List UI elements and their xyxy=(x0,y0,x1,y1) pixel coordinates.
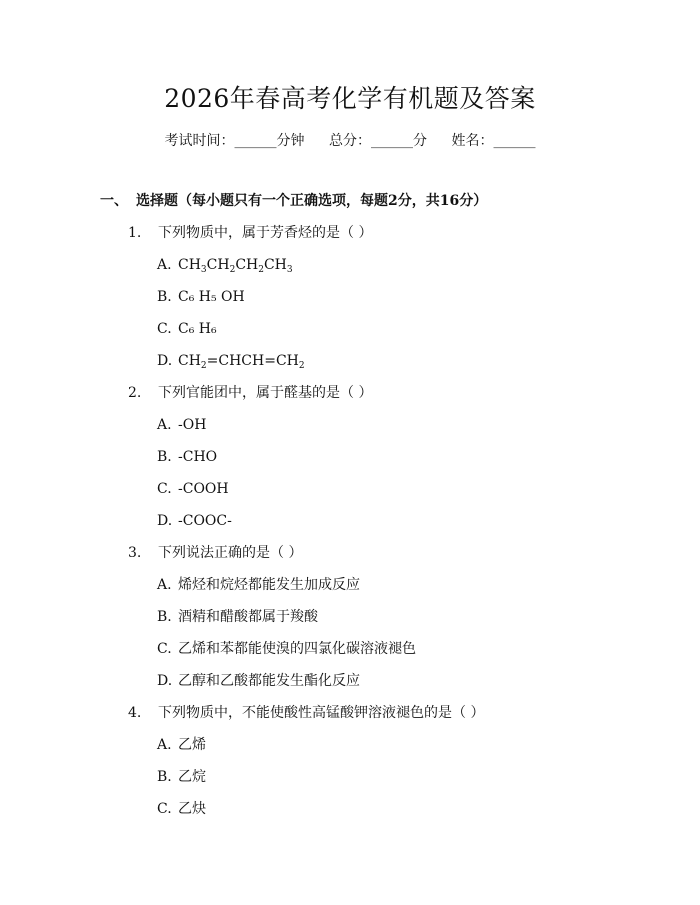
question-number: 1. xyxy=(128,225,142,241)
option-text: -COOC- xyxy=(178,513,232,529)
question-3-option-d xyxy=(157,670,360,692)
option-text: 乙烷 xyxy=(178,769,206,785)
student-name-field: 姓名：______ xyxy=(451,133,536,149)
question-number: 2. xyxy=(128,385,142,401)
option-text: -OH xyxy=(178,417,207,433)
section-heading xyxy=(100,190,487,212)
option-letter: A. xyxy=(157,737,172,753)
option-text: 烯烃和烷烃都能发生加成反应 xyxy=(178,577,360,593)
question-1-option-a xyxy=(157,254,293,276)
option-letter: C. xyxy=(157,321,172,337)
option-text: 乙炔 xyxy=(178,801,206,817)
question-text: 下列物质中，不能使酸性高锰酸钾溶液褪色的是（ ） xyxy=(158,705,485,721)
option-text: 乙烯 xyxy=(178,737,206,753)
question-4-option-b xyxy=(157,766,206,788)
question-3-option-b xyxy=(157,606,318,628)
question-1-option-d xyxy=(157,350,305,372)
question-4 xyxy=(128,702,484,724)
option-text: 乙烯和苯都能使溴的四氯化碳溶液褪色 xyxy=(178,641,416,657)
question-2-option-c xyxy=(157,478,229,500)
option-letter: B. xyxy=(157,609,172,625)
question-2-option-b xyxy=(157,446,217,468)
option-letter: D. xyxy=(157,513,173,529)
option-formula: $CH_3CH_2CH_2CH_3$ xyxy=(178,257,293,275)
option-letter: A. xyxy=(157,577,172,593)
option-letter: A. xyxy=(157,417,172,433)
section-number: 一、 xyxy=(100,193,128,209)
total-score-field: 总分：______分 xyxy=(329,133,427,149)
exam-info-line xyxy=(0,130,700,152)
section-title: 选择题（每小题只有一个正确选项，每题2分，共16分） xyxy=(136,193,488,209)
option-text: C₆ H₅ OH xyxy=(178,289,245,305)
option-letter: B. xyxy=(157,769,172,785)
question-1 xyxy=(128,222,372,244)
question-text: 下列物质中，属于芳香烃的是（ ） xyxy=(158,225,373,241)
option-letter: C. xyxy=(157,801,172,817)
question-2-option-d xyxy=(157,510,232,532)
exam-time-field: 考试时间：______分钟 xyxy=(164,133,305,149)
question-3 xyxy=(128,542,302,564)
option-text: -CHO xyxy=(178,449,218,465)
option-text: -COOH xyxy=(178,481,229,497)
option-letter: D. xyxy=(157,673,173,689)
question-text: 下列官能团中，属于醛基的是（ ） xyxy=(158,385,373,401)
question-1-option-c xyxy=(157,318,217,340)
question-2-option-a xyxy=(157,414,206,436)
question-4-option-c xyxy=(157,798,206,820)
option-letter: B. xyxy=(157,449,172,465)
option-letter: C. xyxy=(157,481,172,497)
question-1-option-b xyxy=(157,286,245,308)
option-text: 乙醇和乙酸都能发生酯化反应 xyxy=(178,673,360,689)
question-3-option-c xyxy=(157,638,416,660)
option-text: C₆ H₆ xyxy=(178,321,217,337)
question-text: 下列说法正确的是（ ） xyxy=(158,545,303,561)
option-letter: A. xyxy=(157,257,172,273)
option-letter: C. xyxy=(157,641,172,657)
option-text: 酒精和醋酸都属于羧酸 xyxy=(178,609,318,625)
question-2 xyxy=(128,382,372,404)
question-3-option-a xyxy=(157,574,360,596)
question-number: 3. xyxy=(128,545,142,561)
option-formula: $CH_2=CHCH=CH_2$ xyxy=(178,353,305,371)
document-title: 2026年春高考化学有机题及答案 xyxy=(164,84,536,113)
question-4-option-a xyxy=(157,734,206,756)
question-number: 4. xyxy=(128,705,142,721)
option-letter: D. xyxy=(157,353,173,369)
option-letter: B. xyxy=(157,289,172,305)
